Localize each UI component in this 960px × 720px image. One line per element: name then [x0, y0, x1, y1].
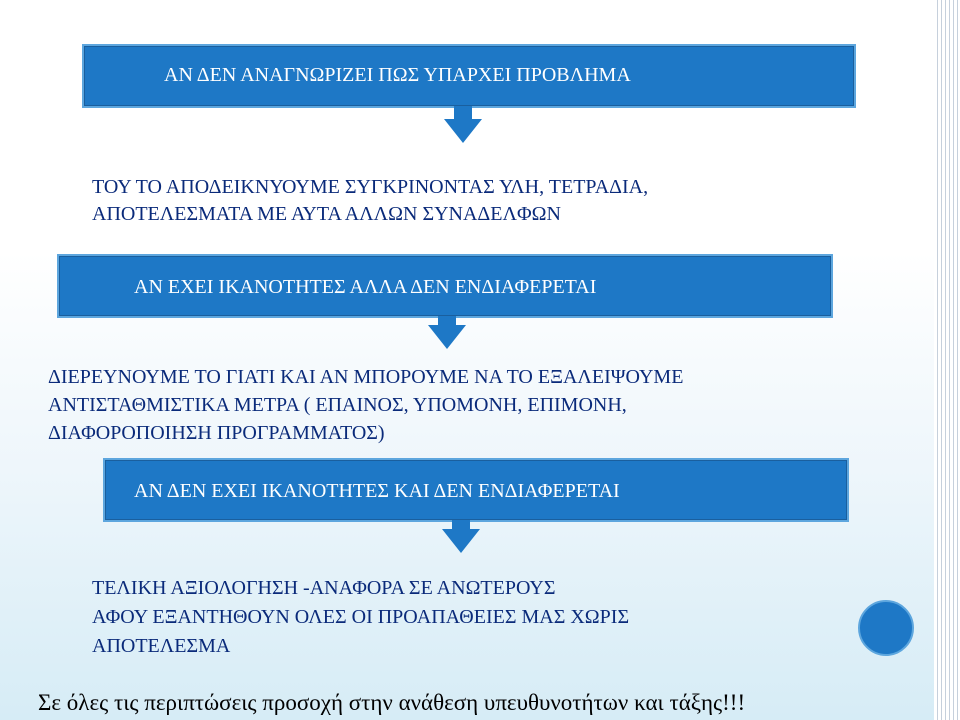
- arrow-1-stem: [454, 106, 472, 120]
- footer-note: Σε όλες τις περιπτώσεις προσοχή στην ανάθεση υπευθυνοτήτων και τάξης!!!: [38, 690, 746, 715]
- step-3-text-line-2: ΑΦΟΥ ΕΞΑΝΤΗΘΟΥΝ ΟΛΕΣ ΟΙ ΠΡΟΑΠΑΘΕΙΕΣ ΜΑΣ ΧΩΡΙΣ: [92, 606, 630, 628]
- step-3-text-line-1: ΤΕΛΙΚΗ ΑΞΙΟΛΟΓΗΣΗ -ΑΝΑΦΟΡΑ ΣΕ ΑΝΩΤΕΡΟΥΣ: [92, 577, 556, 599]
- step-2-text-line-1: ΔΙΕΡΕΥΝΟΥΜΕ ΤΟ ΓΙΑΤΙ ΚΑΙ ΑΝ ΜΠΟΡΟΥΜΕ ΝΑ ΤΟ ΕΞΑΛΕΙΨΟΥΜΕ: [48, 366, 684, 388]
- arrow-down-icon: [428, 325, 466, 349]
- arrow-down-icon: [442, 529, 480, 553]
- step-1-text-line-2: ΑΠΟΤΕΛΕΣΜΑΤΑ ΜΕ ΑΥΤΑ ΑΛΛΩΝ ΣΥΝΑΔΕΛΦΩΝ: [92, 203, 561, 225]
- step-2-text-line-3: ΔΙΑΦΟΡΟΠΟΙΗΣΗ ΠΡΟΓΡΑΜΜΑΤΟΣ): [48, 422, 385, 444]
- flow-box-2-label: ΑΝ ΕΧΕΙ ΙΚΑΝΟΤΗΤΕΣ ΑΛΛΑ ΔΕΝ ΕΝΔΙΑΦΕΡΕΤΑΙ: [134, 276, 597, 298]
- flow-box-1-label: ΑΝ ΔΕΝ ΑΝΑΓΝΩΡΙΖΕΙ ΠΩΣ ΥΠΑΡΧΕΙ ΠΡΟΒΛΗΜΑ: [164, 64, 631, 86]
- arrow-down-icon: [444, 119, 482, 143]
- decorative-right-border: [934, 0, 960, 720]
- flow-box-3-label: ΑΝ ΔΕΝ ΕΧΕΙ ΙΚΑΝΟΤΗΤΕΣ ΚΑΙ ΔΕΝ ΕΝΔΙΑΦΕΡΕΤΑΙ: [134, 480, 620, 502]
- decorative-circle: [858, 600, 914, 656]
- step-3-text-line-3: ΑΠΟΤΕΛΕΣΜΑ: [92, 635, 231, 657]
- step-1-text-line-1: ΤΟΥ ΤΟ ΑΠΟΔΕΙΚΝΥΟΥΜΕ ΣΥΓΚΡΙΝΟΝΤΑΣ ΥΛΗ, ΤΕΤΡΑΔΙΑ,: [92, 176, 649, 198]
- step-2-text-line-2: ΑΝΤΙΣΤΑΘΜΙΣΤΙΚΑ ΜΕΤΡΑ ( ΕΠΑΙΝΟΣ, ΥΠΟΜΟΝΗ, ΕΠΙΜΟΝΗ,: [48, 394, 627, 416]
